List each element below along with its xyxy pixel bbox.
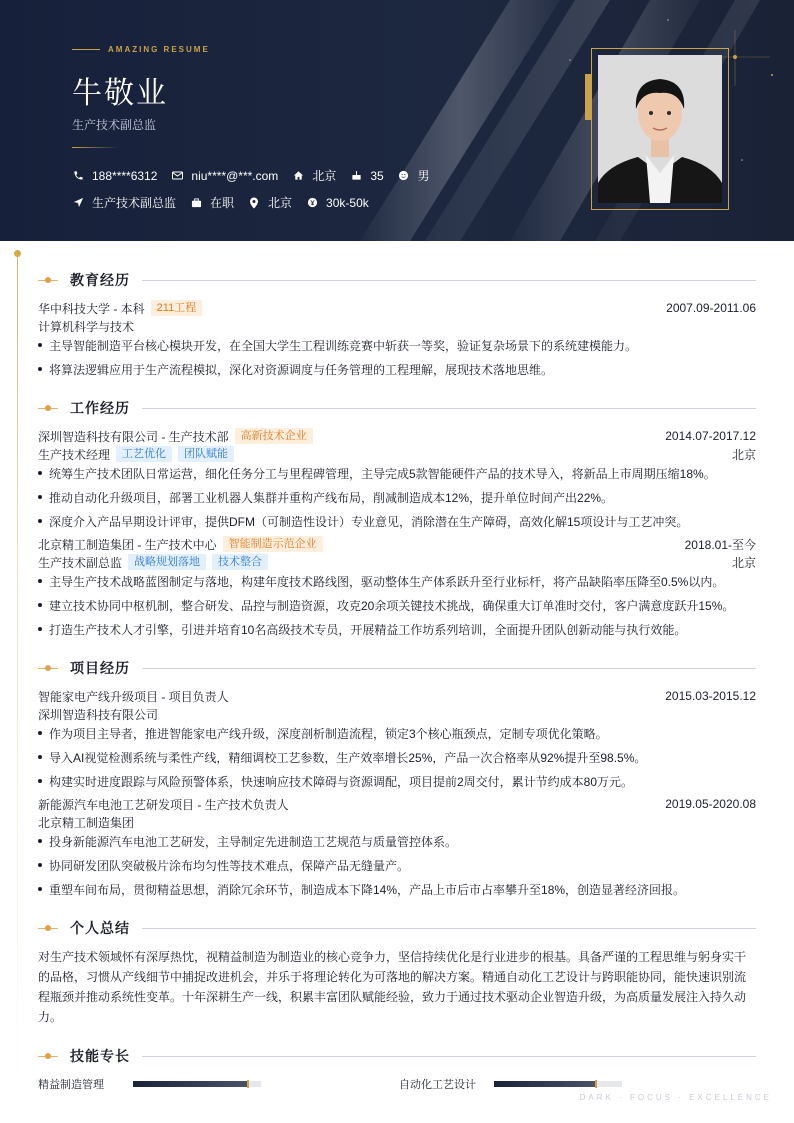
bullet-dot	[38, 495, 42, 499]
list-item-text: 推动自动化升级项目，部署工业机器人集群并重构产线布局，削减制造成本12%，提升单位时间产出22%。	[49, 490, 614, 505]
list-item-text: 导入AI视觉检测系统与柔性产线，精细调校工艺参数，生产效率增长25%，产品一次合格率从92%提升至98.5%。	[49, 750, 647, 765]
project-header	[38, 687, 756, 705]
job-role-row	[38, 445, 756, 463]
job-city: 北京	[731, 555, 756, 570]
section-marker-icon	[38, 664, 58, 672]
intention-location	[248, 194, 292, 211]
section-marker-icon	[38, 1052, 58, 1060]
contact-gender	[398, 167, 430, 184]
list-item	[38, 748, 756, 766]
list-item	[38, 772, 756, 790]
bullet-dot	[38, 627, 42, 631]
skill-item	[399, 1076, 622, 1092]
project-name: 智能家电产线升级项目 - 项目负责人	[38, 689, 229, 704]
section-education	[38, 270, 756, 290]
bullet-dot	[38, 887, 42, 891]
education-date: 2007.09-2011.06	[666, 301, 756, 315]
bullet-dot	[38, 471, 42, 475]
contact-age-text: 35	[370, 168, 384, 183]
intention-salary-text: 30k-50k	[326, 195, 369, 210]
bullet-dot	[38, 367, 42, 371]
candidate-name: 牛敬业	[72, 76, 168, 111]
section-rule	[142, 408, 756, 409]
intention-position	[72, 194, 176, 211]
contact-city-text: 北京	[312, 169, 337, 183]
project-org-row	[38, 705, 756, 723]
job-company: 深圳智造科技有限公司 - 生产技术部	[38, 429, 229, 444]
home-icon	[292, 170, 304, 182]
contact-email[interactable]	[171, 169, 278, 183]
bullet-dot	[38, 579, 42, 583]
section-title: 项目经历	[70, 660, 130, 676]
list-item-text: 协同研发团队突破极片涂布均匀性等技术难点，保障产品无缝量产。	[49, 858, 410, 873]
intention-status	[190, 194, 234, 211]
job-role-badge: 工艺优化	[116, 446, 172, 462]
send-icon	[72, 197, 84, 209]
bullet-dot	[38, 519, 42, 523]
skill-item	[38, 1076, 261, 1092]
cake-icon	[350, 170, 362, 182]
location-icon	[248, 197, 260, 209]
job-role: 生产技术副总监	[38, 555, 123, 570]
job-company-badge: 高新技术企业	[235, 428, 313, 444]
mail-icon	[171, 170, 183, 182]
job-date: 2018.01-至今	[684, 537, 756, 552]
project-header	[38, 795, 756, 813]
project-org: 深圳智造科技有限公司	[38, 707, 159, 722]
section-work	[38, 398, 756, 418]
gender-icon	[398, 170, 410, 182]
resume-header	[0, 0, 794, 241]
resume-tagline	[72, 45, 210, 54]
list-item-text: 打造生产技术人才引擎，引进并培育10名高级技术专员，开展精益工作坊系列培训，全面提升团队创新动能与执行效能。	[49, 622, 687, 637]
list-item	[38, 512, 756, 530]
contact-city	[292, 167, 336, 184]
section-marker-icon	[38, 276, 58, 284]
intention-salary	[306, 196, 369, 210]
skill-bar	[494, 1081, 622, 1087]
list-item-text: 构建实时进度跟踪与风险预警体系，快速响应技术障碍与资源调配，项目提前2周交付，累计节约成本80万元。	[49, 774, 634, 789]
bullet-dot	[38, 731, 42, 735]
money-icon	[306, 197, 318, 209]
footer-tagline: DARK · FOCUS · EXCELLENCE	[579, 1093, 772, 1102]
skill-bar-marker	[247, 1080, 249, 1088]
job-role-badge: 技术整合	[212, 554, 268, 570]
intention-status-text: 在职	[210, 196, 235, 210]
list-item	[38, 620, 756, 638]
briefcase-icon	[190, 197, 202, 209]
bullet-dot	[38, 343, 42, 347]
contact-age	[350, 169, 383, 183]
list-item	[38, 856, 756, 874]
skill-bar-fill	[133, 1081, 248, 1087]
list-item-text: 统筹生产技术团队日常运营，细化任务分工与里程碑管理，主导完成5款智能硬件产品的技术导入，将新品上市周期压缩18%。	[49, 466, 716, 481]
list-item-text: 建立技术协同中枢机制，整合研发、品控与制造资源，攻克20余项关键技术挑战，确保重大订单准时交付，客户满意度跃升15%。	[49, 598, 735, 613]
project-date: 2019.05-2020.08	[665, 797, 756, 811]
candidate-title: 生产技术副总监	[72, 118, 157, 132]
bullet-dot	[38, 755, 42, 759]
section-projects	[38, 658, 756, 678]
job-role-badge: 团队赋能	[178, 446, 234, 462]
list-item	[38, 832, 756, 850]
list-item-text: 主导生产技术战略蓝图制定与落地，构建年度技术路线图，驱动整体生产体系跃升至行业标杆，将产品缺陷率压降至0.5%以内。	[49, 574, 725, 589]
intention-row	[72, 194, 383, 211]
section-marker-icon	[38, 404, 58, 412]
list-item-text: 作为项目主导者，推进智能家电产线升级，深度剖析制造流程，锁定3个核心瓶颈点，定制专项优化策略。	[49, 726, 608, 741]
job-role-badge: 战略规划落地	[128, 554, 206, 570]
list-item	[38, 488, 756, 506]
skill-bar-marker	[595, 1080, 597, 1088]
job-city: 北京	[731, 447, 756, 462]
avatar	[598, 55, 722, 203]
section-skills	[38, 1046, 756, 1066]
job-role: 生产技术经理	[38, 447, 111, 462]
list-item	[38, 572, 756, 590]
project-date: 2015.03-2015.12	[665, 689, 756, 703]
skill-bar	[133, 1081, 261, 1087]
list-item	[38, 880, 756, 898]
section-title: 教育经历	[70, 272, 130, 288]
title-underline	[72, 147, 120, 148]
section-summary	[38, 918, 756, 938]
job-company: 北京精工制造集团 - 生产技术中心	[38, 537, 217, 552]
education-major-text: 计算机科学与技术	[38, 319, 135, 334]
list-item-text: 主导智能制造平台核心模块开发，在全国大学生工程训练竞赛中斩获一等奖，验证复杂场景下的系统建模能力。	[49, 338, 638, 353]
education-major	[38, 317, 756, 335]
job-header	[38, 427, 756, 445]
skill-bar-fill	[494, 1081, 596, 1087]
contact-phone	[72, 169, 157, 183]
intention-location-text: 北京	[268, 196, 293, 210]
skill-name: 精益制造管理	[38, 1079, 104, 1091]
education-badge: 211工程	[151, 300, 203, 316]
section-title: 技能专长	[70, 1048, 130, 1064]
contact-gender-text: 男	[417, 169, 430, 183]
list-item-text: 投身新能源汽车电池工艺研发，主导制定先进制造工艺规范与质量管控体系。	[49, 834, 458, 849]
list-item-text: 重塑车间布局，贯彻精益思想，消除冗余环节，制造成本下降14%，产品上市后市占率攀升至18%，创造显著经济回报。	[49, 882, 686, 897]
section-title: 个人总结	[70, 920, 130, 936]
section-rule	[142, 668, 756, 669]
job-date: 2014.07-2017.12	[665, 429, 756, 443]
bullet-dot	[38, 603, 42, 607]
section-title: 工作经历	[70, 400, 130, 416]
section-rule	[142, 280, 756, 281]
timeline-dot	[14, 250, 21, 257]
bullet-dot	[38, 863, 42, 867]
project-org-row	[38, 813, 756, 831]
section-rule	[142, 1056, 756, 1057]
bullet-dot	[38, 839, 42, 843]
list-item	[38, 360, 756, 378]
section-marker-icon	[38, 924, 58, 932]
section-rule	[142, 928, 756, 929]
list-item	[38, 336, 756, 354]
list-item-text: 将算法逻辑应用于生产流程模拟，深化对资源调度与任务管理的工程理解，展现技术落地思维。	[49, 362, 554, 377]
contact-phone-text: 188****6312	[92, 168, 158, 183]
skill-name: 自动化工艺设计	[399, 1079, 476, 1091]
contact-row	[72, 167, 444, 184]
list-item	[38, 724, 756, 742]
bullet-dot	[38, 779, 42, 783]
intention-position-text: 生产技术副总监	[92, 196, 177, 210]
list-item	[38, 596, 756, 614]
education-school: 华中科技大学 - 本科	[38, 301, 145, 316]
timeline-line	[17, 254, 18, 1114]
project-name: 新能源汽车电池工艺研发项目 - 生产技术负责人	[38, 797, 289, 812]
tagline-text: AMAZING RESUME	[108, 45, 210, 54]
job-role-row	[38, 553, 756, 571]
summary-text: 对生产技术领域怀有深厚热忱，视精益制造为制造业的核心竞争力，坚信持续优化是行业进步的根基。具备严谨的工程思维与躬身实干的品格，习惯从产线细节中捕捉改进机会，并乐于将理论转化为可落地的解决方案。精通自动化工艺设计与跨职能协同，能快速识别流程瓶颈并推动系统性变革。十年深耕生产一线，积累丰富团队赋能经验，致力于通过技术驱动企业智造升级，为高质量发展注入持久动力。	[38, 950, 747, 1024]
job-company-badge: 智能制造示范企业	[223, 536, 323, 552]
list-item-text: 深度介入产品早期设计评审，提供DFM（可制造性设计）专业意见，消除潜在生产障碍，高效化解15项设计与工艺冲突。	[49, 514, 689, 529]
tagline-rule	[72, 49, 100, 50]
list-item	[38, 464, 756, 482]
project-org: 北京精工制造集团	[38, 815, 135, 830]
phone-icon	[72, 170, 84, 182]
job-header	[38, 535, 756, 553]
contact-email-text: niu****@***.com	[191, 168, 279, 183]
education-header	[38, 299, 756, 317]
